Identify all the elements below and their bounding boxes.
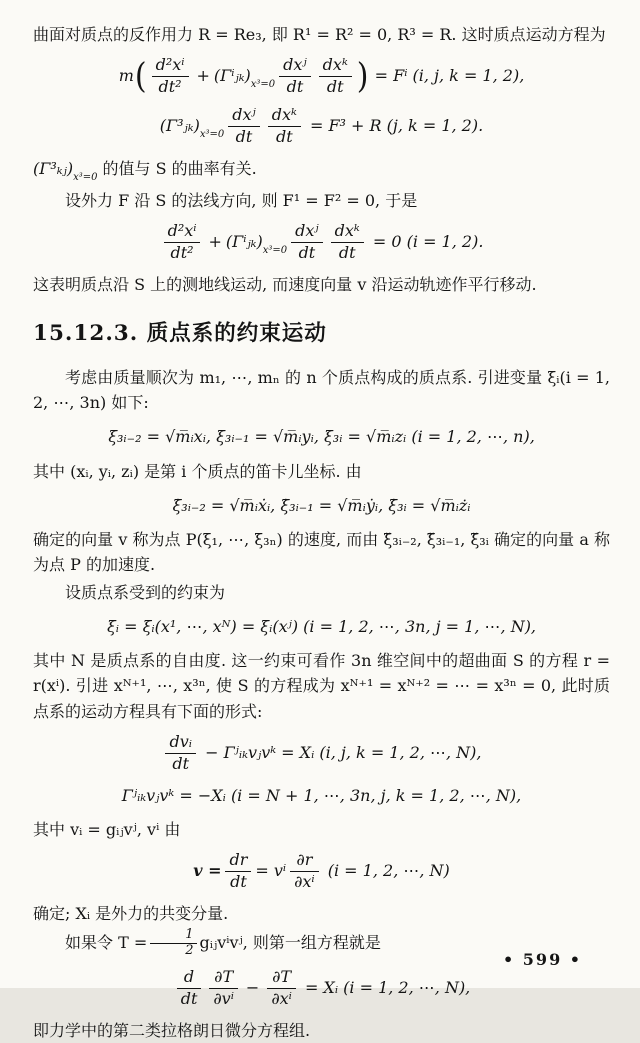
fraction-denominator: dt (286, 77, 304, 97)
fraction-denominator: dt (172, 753, 190, 773)
fraction-numerator: d²xⁱ (152, 56, 189, 77)
christoffel-symbol: (Γⁱⱼₖ) (213, 66, 251, 86)
eq-right-hand-side: = 0 (i = 1, 2). (372, 231, 484, 251)
fraction-numerator: ∂T (209, 968, 238, 989)
fraction-denominator: dt (326, 77, 344, 97)
paragraph-degrees-of-freedom: 其中 N 是质点系的自由度. 这一约束可看作 3n 维空间中的超曲面 S 的方程 r = r(xⁱ). 引进 xᴺ⁺¹, ⋯, x³ⁿ, 使 S 的方程成为 xᴺ⁺¹ = xᴺ⁺² = ⋯ = x³ⁿ = 0, 此时质点系的运动方程具有下面的形式: (33, 651, 610, 721)
equation-geodesic (33, 222, 610, 263)
equation-motion-surface (33, 56, 610, 97)
fraction-d2x-dt2 (164, 222, 201, 263)
fraction-numerator: dxʲ (291, 222, 323, 243)
fraction-d-dt (177, 968, 202, 1009)
section-heading: 15.12.3. 质点系的约束运动 (33, 320, 327, 346)
fraction-denominator: ∂xⁱ (294, 872, 315, 892)
fraction-dv-dt (165, 733, 196, 774)
fraction-numerator: ∂T (267, 968, 296, 989)
fraction-numerator: 1 (150, 928, 196, 944)
paragraph-geodesic-conclusion: 这表明质点沿 S 上的测地线运动, 而速度向量 v 沿运动轨迹作平行移动. (33, 274, 537, 294)
christoffel-symbol: (Γ³ⱼₖ) (159, 115, 200, 135)
equation-motion-first-group (33, 733, 610, 774)
evaluation-condition: x³=0 (250, 79, 276, 91)
fraction-dxk-dt (268, 106, 301, 147)
fraction-denominator: dt² (170, 242, 194, 262)
fraction-denominator: dt (338, 242, 356, 262)
velocity-mid: = vⁱ (255, 861, 287, 881)
fraction-numerator: dxᵏ (331, 222, 364, 243)
plus-operator: + (196, 66, 210, 86)
equation-motion-second-group (33, 783, 610, 808)
fraction-denominator: ∂xⁱ (271, 989, 292, 1009)
plus-operator: + (208, 231, 222, 251)
fraction-dxj-dt (291, 222, 323, 263)
equation-normal-component (33, 106, 610, 147)
kinetic-energy-pre: 如果令 T = (65, 933, 148, 953)
fraction-dT-dx (267, 968, 296, 1009)
second-group-formula: Γʲᵢₖvⱼvᵏ = −Xᵢ (i = N + 1, ⋯, 3n, j, k = 1, 2, ⋯, N), (121, 785, 522, 805)
eq-right-hand-side: = Xᵢ (i = 1, 2, ⋯, N), (304, 978, 471, 998)
paragraph-system-intro: 考虑由质量顺次为 m₁, ⋯, mₙ 的 n 个质点构成的质点系. 引进变量 ξᵢ(i = 1, 2, ⋯, 3n) 如下: (33, 367, 610, 413)
fraction-dxk-dt (331, 222, 364, 263)
fraction-dxj-dt (228, 106, 260, 147)
christoffel-symbol: (Γⁱⱼₖ) (225, 231, 263, 251)
paragraph-normal-force: 设外力 F 沿 S 的法线方向, 则 F¹ = F² = 0, 于是 (65, 190, 418, 210)
kinetic-energy-post: gᵢⱼvⁱvʲ, 则第一组方程就是 (199, 933, 381, 953)
fraction-denominator: dt² (158, 77, 182, 97)
minus-operator: − (245, 978, 260, 998)
eq-right-hand-side: = Fⁱ (i, j, k = 1, 2), (374, 66, 525, 86)
fraction-numerator: dxᵏ (319, 56, 352, 77)
curvature-note-text: 的值与 S 的曲率有关. (97, 158, 257, 178)
equation-xi-definition (33, 424, 610, 449)
equation-lagrange (33, 968, 610, 1009)
fraction-dT-dv (209, 968, 238, 1009)
paragraph-cartesian-coords: 其中 (xᵢ, yᵢ, zᵢ) 是第 i 个质点的笛卡儿坐标. 由 (33, 461, 362, 481)
evaluation-condition: x³=0 (73, 171, 98, 183)
eq-right-hand-side: = F³ + R (j, k = 1, 2). (309, 115, 484, 135)
fraction-numerator: d²xⁱ (164, 222, 201, 243)
fraction-denominator: dt (230, 872, 247, 892)
constraint-formula: ξᵢ = ξᵢ(x¹, ⋯, xᴺ) = ξᵢ(xʲ) (i = 1, 2, ⋯, 3n, j = 1, ⋯, N), (106, 616, 537, 636)
fraction-one-half (150, 928, 196, 959)
paragraph-curvature-note (33, 156, 610, 186)
fraction-dr-dx (290, 851, 319, 892)
fraction-denominator: 2 (185, 943, 194, 959)
velocity-lhs: v = (193, 861, 222, 881)
equation-velocity-vector (33, 851, 610, 892)
fraction-numerator: dvᵢ (165, 733, 196, 754)
fraction-denominator: dt (298, 242, 316, 262)
fraction-denominator: dt (180, 989, 198, 1009)
eq-mass-coefficient: m (118, 66, 134, 86)
paragraph-velocity-acceleration: 确定的向量 v 称为点 P(ξ₁, ⋯, ξ₃ₙ) 的速度, 而由 ξ̈₃ᵢ₋₂, ξ̈₃ᵢ₋₁, ξ̈₃ᵢ 确定的向量 a 称为点 P 的加速度. (33, 530, 610, 575)
fraction-dxj-dt (279, 56, 311, 97)
fraction-dr-dt (225, 851, 251, 892)
xi-definition-formula: ξ₃ᵢ₋₂ = √m̅ᵢxᵢ, ξ₃ᵢ₋₁ = √m̅ᵢyᵢ, ξ₃ᵢ = √m̅ᵢzᵢ (i = 1, 2, ⋯, n), (108, 427, 535, 447)
evaluation-condition: x³=0 (262, 244, 288, 256)
fraction-numerator: dxᵏ (268, 106, 301, 127)
left-paren: ( (134, 55, 147, 97)
equation-xi-velocity (33, 493, 610, 518)
paragraph-lagrange-conclusion: 即力学中的第二类拉格朗日微分方程组. (33, 1020, 311, 1040)
fraction-denominator: dt (235, 126, 253, 146)
fraction-numerator: ∂r (290, 851, 319, 872)
paragraph-reaction-force: 曲面对质点的反作用力 R = Re₃, 即 R¹ = R² = 0, R³ = R. 这时质点运动方程为 (33, 25, 606, 44)
right-paren: ) (356, 55, 369, 97)
page-number: • 599 • (503, 949, 582, 969)
paragraph-covariant-force: 确定; Xᵢ 是外力的共变分量. (33, 904, 229, 924)
fraction-numerator: d (177, 968, 202, 989)
xi-velocity-formula: ξ̇₃ᵢ₋₂ = √m̅ᵢẋᵢ, ξ̇₃ᵢ₋₁ = √m̅ᵢẏᵢ, ξ̇₃ᵢ = √m̅ᵢżᵢ (172, 495, 471, 515)
fraction-dxk-dt (319, 56, 352, 97)
paragraph-constraint-intro: 设质点系受到的约束为 (65, 582, 226, 602)
fraction-numerator: dxʲ (228, 106, 260, 127)
eq-index-range: (i = 1, 2, ⋯, N) (327, 861, 450, 881)
fraction-denominator: dt (275, 126, 293, 146)
fraction-d2x-dt2 (152, 56, 189, 97)
fraction-numerator: dr (225, 851, 251, 872)
evaluation-condition: x³=0 (199, 128, 225, 140)
paragraph-covariant-velocity: 其中 vᵢ = gᵢⱼvʲ, vⁱ 由 (33, 820, 181, 840)
fraction-denominator: ∂vⁱ (213, 989, 234, 1009)
christoffel-symbol: (Γ³ₖⱼ) (33, 158, 74, 178)
fraction-numerator: dxʲ (279, 56, 311, 77)
eq-right-hand-side: − Γʲᵢₖvⱼvᵏ = Xᵢ (i, j, k = 1, 2, ⋯, N), (205, 742, 482, 762)
equation-constraint (33, 614, 610, 639)
